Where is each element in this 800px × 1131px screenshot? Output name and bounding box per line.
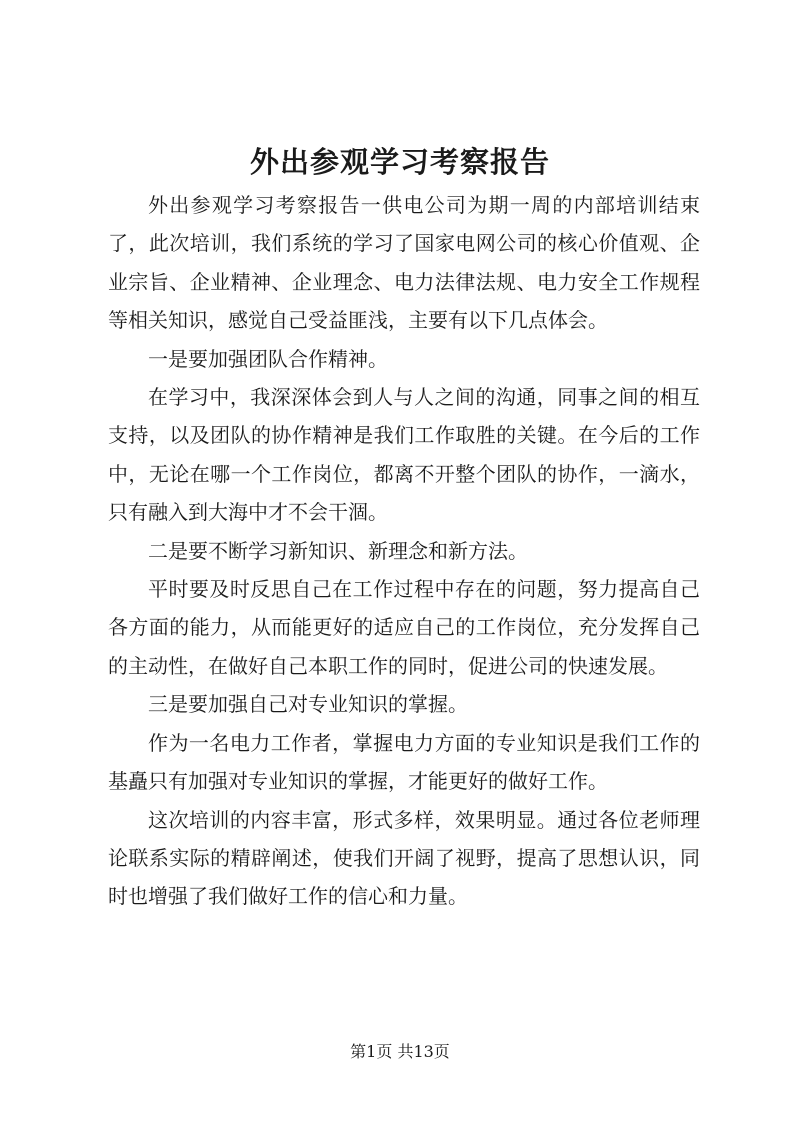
document-title: 外出参观学习考察报告 — [249, 145, 550, 179]
paragraph-expertise: 作为一名电力工作者，掌握电力方面的专业知识是我们工作的基矗只有加强对专业知识的掌握，才能更好的做好工作。 — [108, 730, 700, 794]
page-footer: 第1页 共13页 — [350, 1042, 450, 1061]
heading-learning: 二是要不断学习新知识、新理念和新方法。 — [148, 538, 528, 563]
paragraph-intro: 外出参观学习考察报告一供电公司为期一周的内部培训结束了，此次培训，我们系统的学习了国家电网公司的核心价值观、企业宗旨、企业精神、企业理念、电力法律法规、电力安全工作规程等相关知识，感觉自己受益匪浅，主要有以下几点体会。 — [108, 193, 700, 333]
heading-teamwork: 一是要加强团队合作精神。 — [148, 346, 388, 371]
paragraph-learning: 平时要及时反思自己在工作过程中存在的问题，努力提高自己各方面的能力，从而能更好的适应自己的工作岗位，充分发挥自己的主动性，在做好自己本职工作的同时，促进公司的快速发展。 — [108, 577, 700, 678]
paragraph-teamwork: 在学习中，我深深体会到人与人之间的沟通，同事之间的相互支持，以及团队的协作精神是我们工作取胜的关键。在今后的工作中，无论在哪一个工作岗位，都离不开整个团队的协作，一滴水，只有融入到大海中才不会干涸。 — [108, 385, 700, 525]
document-body — [108, 186, 700, 916]
paragraph-conclusion: 这次培训的内容丰富，形式多样，效果明显。通过各位老师理论联系实际的精辟阐述，使我们开阔了视野，提高了思想认识，同时也增强了我们做好工作的信心和力量。 — [108, 807, 700, 909]
heading-expertise: 三是要加强自己对专业知识的掌握。 — [148, 692, 468, 717]
